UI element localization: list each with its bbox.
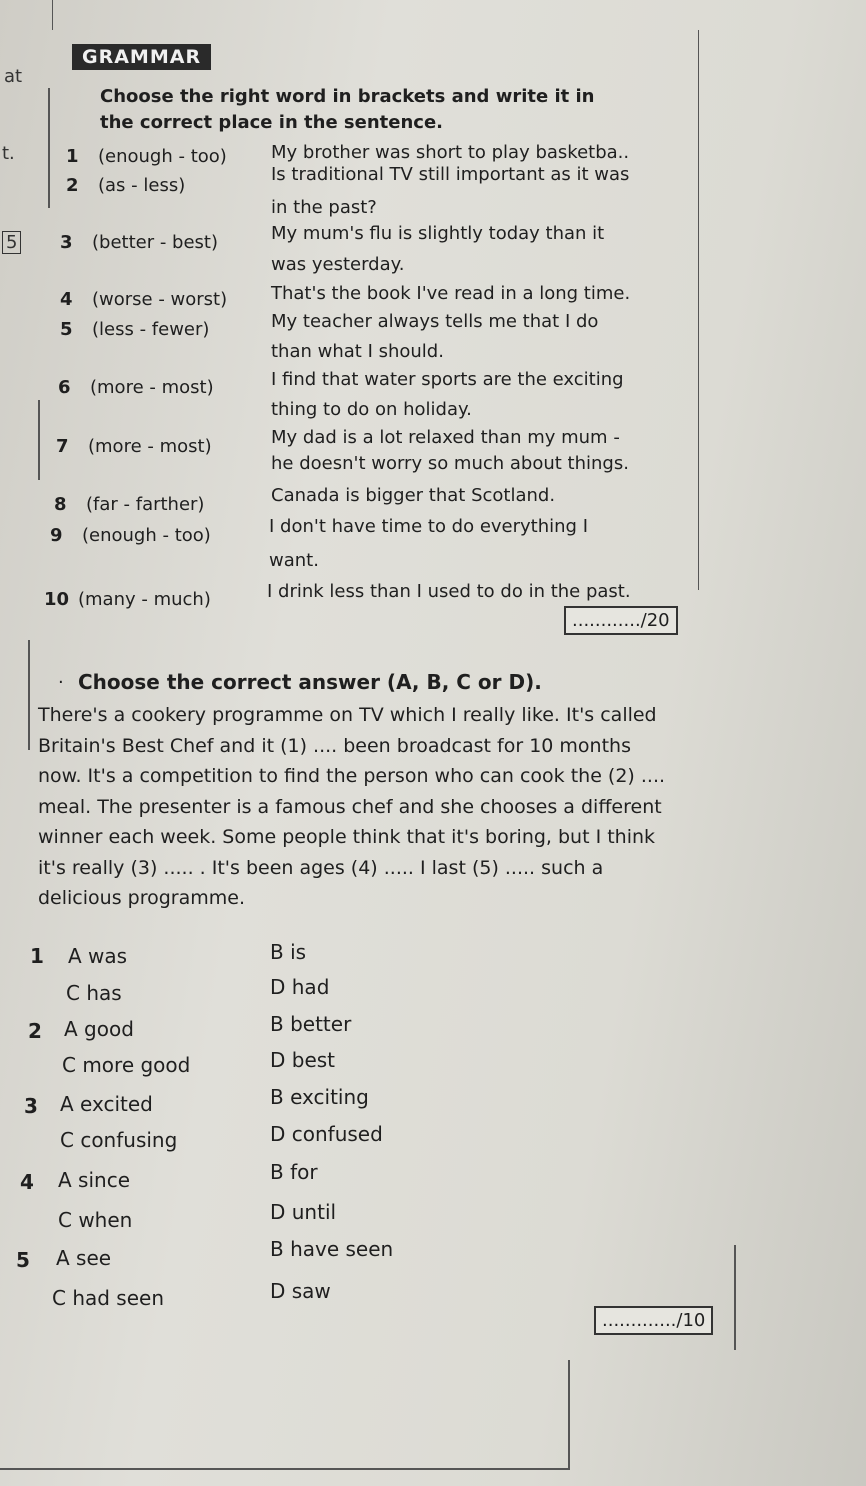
grammar-item-options: (more - most) xyxy=(88,436,212,457)
grammar-item-number: 2 xyxy=(66,175,79,196)
grammar-item-number: 7 xyxy=(56,436,69,457)
grammar-item-sentence: My dad is a lot relaxed than my mum - xyxy=(271,427,620,448)
question-number: 5 xyxy=(16,1248,30,1272)
option-c[interactable]: C when xyxy=(58,1208,133,1232)
option-a[interactable]: A since xyxy=(58,1168,130,1192)
cloze-paragraph: There's a cookery programme on TV which I really like. It's called Britain's Best Chef and it (1) .... been broadcast for 10 months now. It's a competition to find the person who can cook the (2) .... meal. The presenter is a famous chef and she chooses a different winner each week. Some people think that it's boring, but I think it's really (3) ..... . It's been ages (4) ..... I last (5) ..... such a delicious programme. xyxy=(38,704,666,909)
grammar-item-sentence: That's the book I've read in a long time. xyxy=(271,283,631,304)
option-b[interactable]: B better xyxy=(270,1012,352,1036)
option-c[interactable]: C has xyxy=(66,981,122,1005)
grammar-item-options: (enough - too) xyxy=(82,525,211,546)
option-a[interactable]: A was xyxy=(68,944,128,968)
question-number: 1 xyxy=(30,944,44,968)
bottom-rule xyxy=(0,1468,570,1470)
option-d[interactable]: D saw xyxy=(270,1279,331,1303)
grammar-item-number: 4 xyxy=(60,289,73,310)
option-a[interactable]: A see xyxy=(56,1246,112,1270)
right-margin-line-2 xyxy=(734,1245,736,1350)
grammar-score-box[interactable]: ............/20 xyxy=(564,606,678,635)
grammar-item-options: (better - best) xyxy=(92,232,219,253)
grammar-item-sentence: Is traditional TV still important as it was xyxy=(271,164,630,185)
section2-instruction: Choose the correct answer (A, B, C or D). xyxy=(78,670,542,694)
grammar-item-sentence: My brother was short to play basketba.. xyxy=(271,142,630,163)
grammar-item-sentence-cont: he doesn't worry so much about things. xyxy=(271,453,629,474)
question-number: 3 xyxy=(24,1094,38,1118)
left-margin-line-3 xyxy=(28,640,30,750)
grammar-item-options: (far - farther) xyxy=(86,494,205,515)
section2-bullet: · xyxy=(58,672,64,693)
option-c[interactable]: C confusing xyxy=(60,1128,178,1152)
bottom-right-rule xyxy=(568,1360,570,1468)
option-d[interactable]: D best xyxy=(270,1048,336,1072)
grammar-item-sentence-cont: thing to do on holiday. xyxy=(271,399,472,420)
grammar-item-sentence-cont: was yesterday. xyxy=(271,254,405,275)
grammar-item-sentence: I don't have time to do everything I xyxy=(269,516,589,537)
grammar-item-sentence: Canada is bigger that Scotland. xyxy=(271,485,556,506)
option-d[interactable]: D had xyxy=(270,975,330,999)
question-number: 4 xyxy=(20,1170,34,1194)
top-left-rule xyxy=(52,0,53,30)
grammar-item-options: (more - most) xyxy=(90,377,214,398)
option-c[interactable]: C more good xyxy=(62,1053,191,1077)
option-d[interactable]: D until xyxy=(270,1200,337,1224)
grammar-item-number: 1 xyxy=(66,146,79,167)
grammar-item-number: 9 xyxy=(50,525,63,546)
option-c[interactable]: C had seen xyxy=(52,1286,165,1310)
grammar-instruction-line1: Choose the right word in brackets and write it in xyxy=(100,86,595,107)
section2-score-box[interactable]: ............./10 xyxy=(594,1306,713,1335)
grammar-item-options: (worse - worst) xyxy=(92,289,228,310)
grammar-item-sentence: I drink less than I used to do in the past. xyxy=(267,581,631,602)
grammar-item-number: 5 xyxy=(60,319,73,340)
edge-mark-at: at xyxy=(4,66,23,87)
grammar-item-number: 8 xyxy=(54,494,67,515)
option-a[interactable]: A good xyxy=(64,1017,134,1041)
grammar-item-number: 6 xyxy=(58,377,71,398)
grammar-item-number: 3 xyxy=(60,232,73,253)
option-b[interactable]: B exciting xyxy=(270,1085,369,1109)
grammar-item-options: (less - fewer) xyxy=(92,319,210,340)
grammar-item-sentence: My mum's flu is slightly today than it xyxy=(271,223,605,244)
option-d[interactable]: D confused xyxy=(270,1122,383,1146)
grammar-instruction-line2: the correct place in the sentence. xyxy=(100,112,444,133)
option-a[interactable]: A excited xyxy=(60,1092,153,1116)
left-margin-line-1 xyxy=(48,88,50,208)
grammar-item-options: (enough - too) xyxy=(98,146,227,167)
grammar-item-options: (many - much) xyxy=(78,589,211,610)
option-b[interactable]: B for xyxy=(270,1160,318,1184)
grammar-item-sentence: I find that water sports are the exciting xyxy=(271,369,624,390)
left-margin-line-2 xyxy=(38,400,40,480)
right-margin-line-1 xyxy=(698,30,699,590)
grammar-item-number: 10 xyxy=(44,589,70,610)
grammar-item-sentence-cont: want. xyxy=(269,550,319,571)
option-b[interactable]: B is xyxy=(270,940,307,964)
question-number: 2 xyxy=(28,1019,42,1043)
edge-mark-t: t. xyxy=(2,143,15,164)
edge-mark-5: 5 xyxy=(2,231,21,254)
grammar-heading: GRAMMAR xyxy=(72,44,211,70)
grammar-item-sentence-cont: than what I should. xyxy=(271,341,444,362)
grammar-item-options: (as - less) xyxy=(98,175,186,196)
option-b[interactable]: B have seen xyxy=(270,1237,394,1261)
grammar-item-sentence-cont: in the past? xyxy=(271,197,377,218)
grammar-item-sentence: My teacher always tells me that I do xyxy=(271,311,599,332)
